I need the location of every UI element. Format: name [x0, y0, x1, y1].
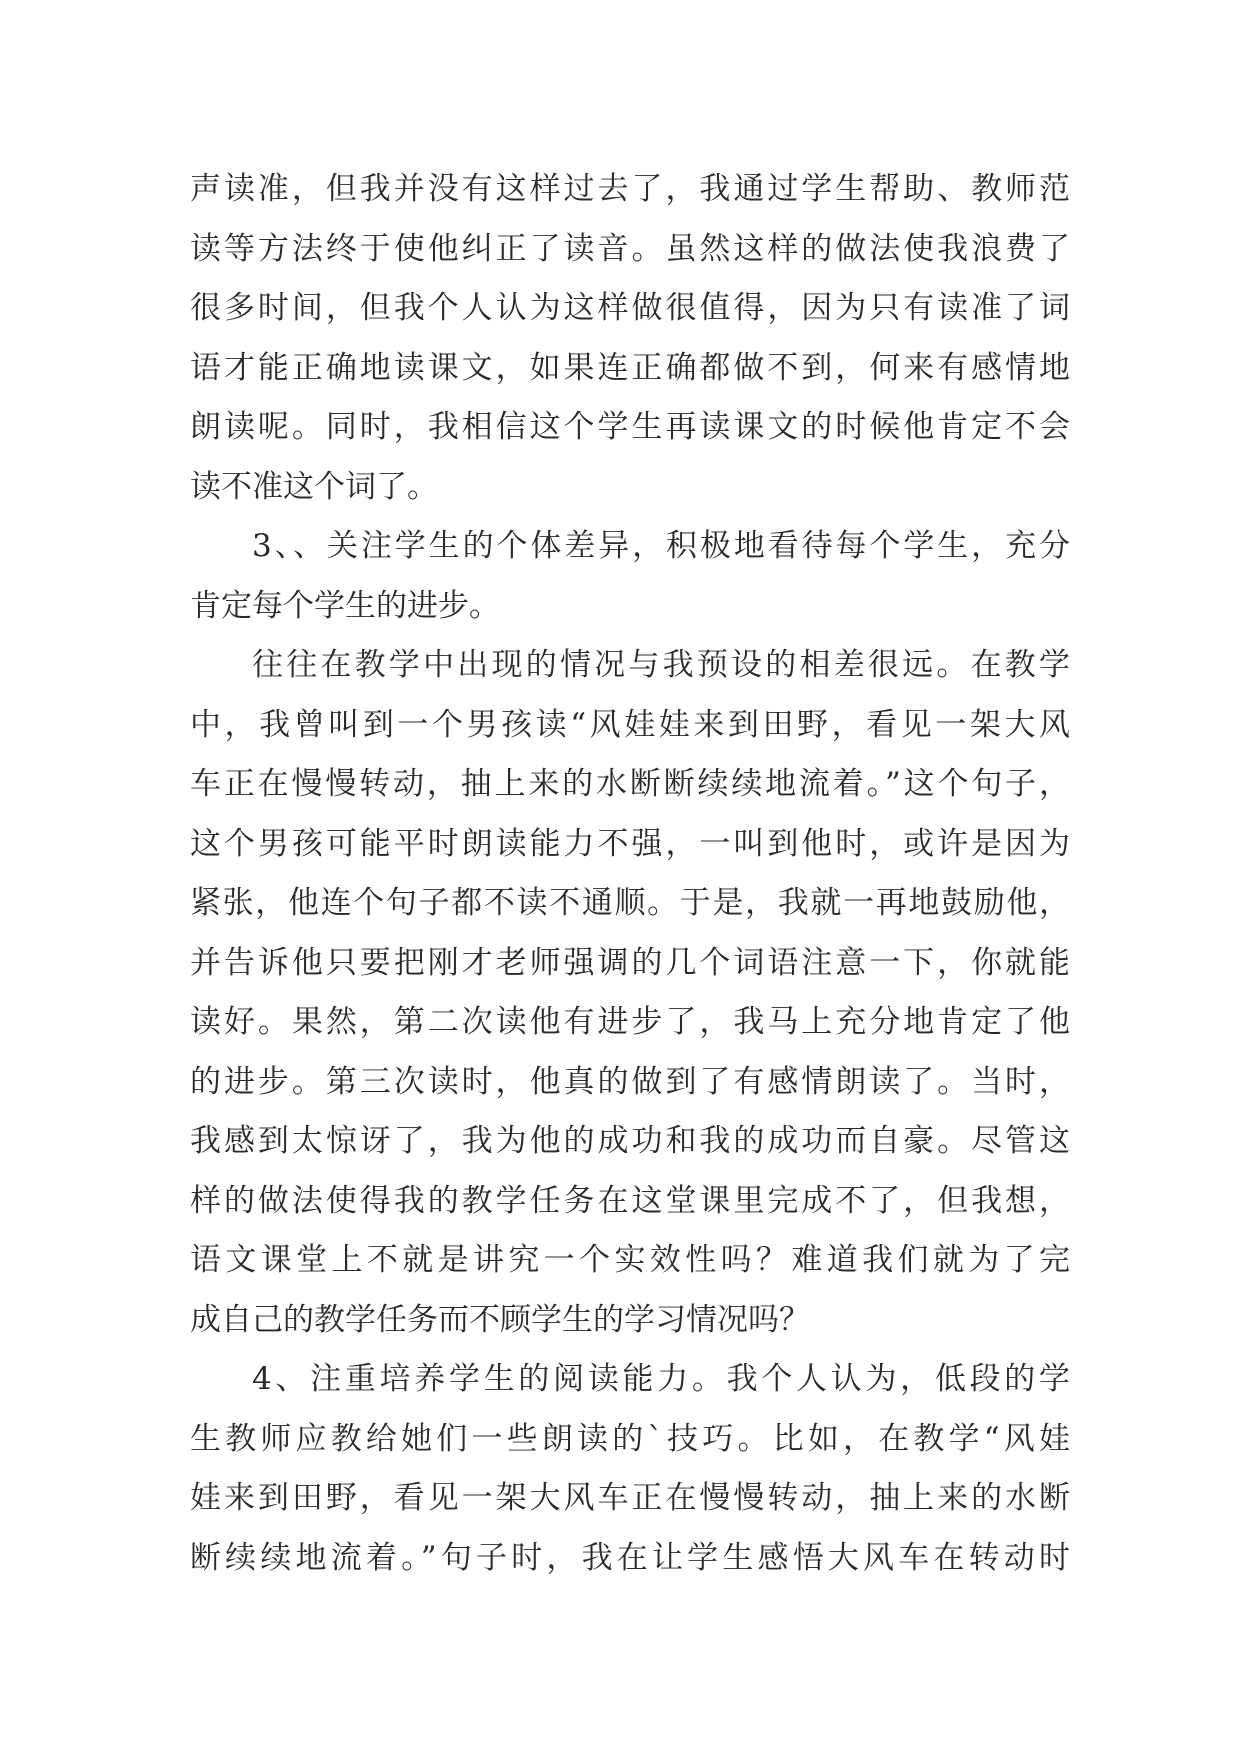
text-line: 紧张，他连个句子都不读不通顺。于是，我就一再地鼓励他， — [190, 885, 1070, 921]
text-line: 成自己的教学任务而不顾学生的学习情况吗？ — [190, 1301, 810, 1338]
text-line: 读好。果然，第二次读他有进步了，我马上充分地肯定了他 — [190, 1004, 1070, 1040]
text-line: 声读准，但我并没有这样过去了，我通过学生帮助、教师范 — [190, 171, 1070, 207]
text-line: 并告诉他只要把刚才老师强调的几个词语注意一下，你就能 — [190, 944, 1070, 981]
text-line: 很多时间，但我个人认为这样做很值得，因为只有读准了词 — [190, 290, 1070, 326]
text-line: 娃来到田野，看见一架大风车正在慢慢转动，抽上来的水断 — [190, 1480, 1070, 1516]
text-line: 的进步。第三次读时，他真的做到了有感情朗读了。当时， — [190, 1063, 1070, 1100]
text-line: 车正在慢慢转动，抽上来的水断断续续地流着。”这个句子， — [190, 766, 1070, 802]
text-line: 语文课堂上不就是讲究一个实效性吗？难道我们就为了完 — [190, 1242, 1070, 1278]
text-line: 样的做法使得我的教学任务在这堂课里完成不了，但我想， — [190, 1182, 1070, 1219]
text-line: 这个男孩可能平时朗读能力不强，一叫到他时，或许是因为 — [190, 825, 1070, 862]
text-line: 往往在教学中出现的情况与我预设的相差很远。在教学 — [252, 647, 1070, 683]
text-line: 肯定每个学生的进步。 — [190, 587, 500, 624]
text-line: 读不准这个词了。 — [190, 468, 438, 505]
text-line: 我感到太惊讶了，我为他的成功和我的成功而自豪。尽管这 — [190, 1123, 1070, 1159]
text-line: 语才能正确地读课文，如果连正确都做不到，何来有感情地 — [190, 349, 1070, 386]
text-line: 生教师应教给她们一些朗读的`技巧。比如，在教学“风娃 — [190, 1420, 1070, 1457]
text-line: 4、注重培养学生的阅读能力。我个人认为，低段的学 — [252, 1361, 1070, 1397]
text-line: 3、、关注学生的个体差异，积极地看待每个学生，充分 — [252, 528, 1070, 564]
text-line: 中，我曾叫到一个男孩读“风娃娃来到田野，看见一架大风 — [190, 706, 1070, 743]
text-line: 朗读呢。同时，我相信这个学生再读课文的时候他肯定不会 — [190, 409, 1070, 445]
text-line: 读等方法终于使他纠正了读音。虽然这样的做法使我浪费了 — [190, 230, 1070, 267]
text-line: 断续续地流着。”句子时，我在让学生感悟大风车在转动时 — [190, 1539, 1070, 1576]
body-text — [190, 160, 1070, 1588]
